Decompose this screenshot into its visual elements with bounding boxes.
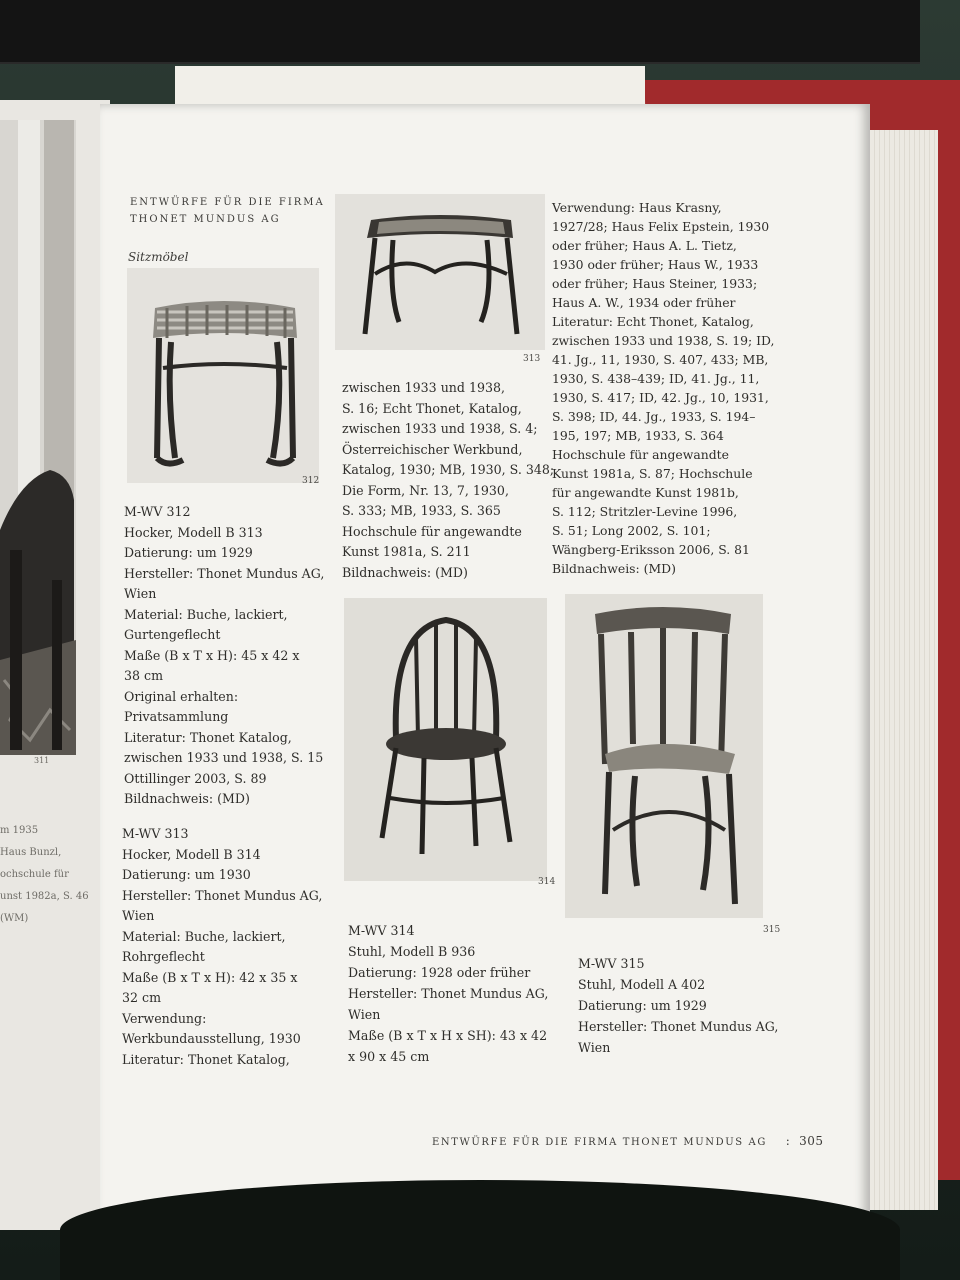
catalog-entry-313 [122,824,322,1070]
section-heading: Sitzmöbel [128,250,189,264]
entry-line: 1930 oder früher; Haus W., 1933 [552,257,759,272]
entry-line: Wien [578,1040,611,1055]
running-head: ENTWÜRFE FÜR DIE FIRMA THONET MUNDUS AG [432,1137,767,1148]
photo-314-chair [344,598,547,881]
photo-311-chair [0,120,76,755]
entry-line: Wien [124,586,157,601]
entry-line: M-WV 312 [124,504,191,519]
entry-line: Material: Buche, lackiert, [124,606,288,622]
plate-number-312: 312 [302,476,320,486]
catalog-entry-column-3 [552,198,774,578]
entry-line: Wien [348,1007,381,1022]
entry-line: Datierung: um 1930 [122,867,251,882]
entry-line: Gurtengeflecht [124,627,221,642]
entry-line: Stuhl, Modell A 402 [578,977,706,992]
entry-line: Material: Buche, lackiert, [122,928,286,944]
entry-line: Privatsammlung [124,709,229,724]
entry-line: Original erhalten: [124,688,239,704]
entry-line: oder früher; Haus A. L. Tietz, [552,238,737,253]
entry-line: Wien [122,908,155,923]
catalog-entry-313-continued [342,378,554,583]
book-bottom-shadow [60,1180,900,1280]
left-page-line: m 1935 [0,825,39,836]
entry-line: Ottillinger 2003, S. 89 [124,770,267,786]
entry-line: S. 51; Long 2002, S. 101; [552,523,711,538]
entry-line: Hersteller: Thonet Mundus AG, [124,565,325,581]
entry-line: M-WV 315 [578,956,645,971]
page-number: 305 [799,1134,824,1148]
entry-line: Katalog, 1930; MB, 1930, S. 348; [342,462,555,477]
kicker-line-1: ENTWÜRFE FÜR DIE FIRMA [130,197,325,208]
left-page-line: ochschule für [0,869,69,880]
entry-line: Datierung: um 1929 [578,998,707,1013]
keyboard [0,0,920,64]
entry-line: zwischen 1933 und 1938, [342,380,506,395]
footer-separator: : [785,1134,791,1148]
entry-line: 195, 197; MB, 1933, S. 364 [552,428,724,443]
entry-line: Hocker, Modell B 313 [124,524,263,540]
photo-312-stool [127,268,319,483]
entry-line: 1930, S. 417; ID, 42. Jg., 10, 1931, [552,390,769,405]
left-page-line: unst 1982a, S. 46 [0,891,89,902]
entry-line: Kunst 1981a, S. 211 [342,544,471,559]
plate-number-315: 315 [763,925,781,935]
entry-line: 1930, S. 438–439; ID, 41. Jg., 11, [552,371,760,386]
entry-line: S. 333; MB, 1933, S. 365 [342,503,501,518]
running-footer [432,1134,823,1148]
entry-line: Bildnachweis: (MD) [342,564,468,580]
kicker-line-2: THONET MUNDUS AG [130,214,281,225]
entry-line: Maße (B x T x H): 45 x 42 x [124,647,300,663]
entry-line: Hochschule für angewandte [552,447,729,462]
entry-line: x 90 x 45 cm [348,1049,430,1064]
entry-line: zwischen 1933 und 1938, S. 4; [342,421,538,436]
entry-line: Bildnachweis: (MD) [124,791,250,806]
entry-line: Literatur: Echt Thonet, Katalog, [552,314,754,329]
entry-line: Österreichischer Werkbund, [342,441,523,457]
entry-line: Die Form, Nr. 13, 7, 1930, [342,482,509,498]
entry-line: Literatur: Thonet Katalog, [124,729,292,745]
catalog-entry-315 [578,953,778,1058]
entry-line: Hochschule für angewandte [342,523,522,539]
left-page-line: (WM) [0,913,29,924]
section-kicker [130,194,325,228]
entry-line: Haus A. W., 1934 oder früher [552,295,736,310]
left-page-line: Haus Bunzl, [0,847,62,858]
photo-315-chair [565,594,763,918]
entry-line: Rohrgeflecht [122,949,205,964]
entry-line: S. 398; ID, 44. Jg., 1933, S. 194– [552,409,756,424]
entry-line: Verwendung: [122,1010,207,1026]
photo-313-stool [335,194,545,350]
entry-line: Wängberg-Eriksson 2006, S. 81 [552,542,750,557]
entry-line: M-WV 314 [348,923,415,938]
entry-line: S. 112; Stritzler-Levine 1996, [552,504,738,519]
catalog-entry-312 [124,502,324,810]
entry-line: 1927/28; Haus Felix Epstein, 1930 [552,219,770,234]
entry-line: Werkbundausstellung, 1930 [122,1031,301,1046]
entry-line: 38 cm [124,668,164,683]
entry-line: oder früher; Haus Steiner, 1933; [552,276,758,291]
catalog-entry-314 [348,920,548,1067]
entry-line: Bildnachweis: (MD) [552,561,676,576]
page-stack-edge [860,130,938,1210]
entry-line: Literatur: Thonet Katalog, [122,1051,290,1067]
entry-line: zwischen 1933 und 1938, S. 19; ID, [552,333,775,348]
entry-line: Hersteller: Thonet Mundus AG, [348,986,549,1001]
entry-line: Datierung: 1928 oder früher [348,965,531,980]
entry-line: Verwendung: Haus Krasny, [552,200,722,215]
left-page-text-fragment [0,820,90,930]
entry-line: 41. Jg., 11, 1930, S. 407, 433; MB, [552,352,769,367]
entry-line: Kunst 1981a, S. 87; Hochschule [552,466,753,481]
plate-number-314: 314 [538,877,556,887]
entry-line: Stuhl, Modell B 936 [348,944,476,959]
entry-line: 32 cm [122,990,162,1005]
entry-line: M-WV 313 [122,826,189,841]
entry-line: Datierung: um 1929 [124,545,253,560]
entry-line: Maße (B x T x H x SH): 43 x 42 [348,1028,548,1043]
entry-line: für angewandte Kunst 1981b, [552,485,739,500]
entry-line: Hersteller: Thonet Mundus AG, [122,887,323,903]
plate-number-311: 311 [34,756,50,765]
entry-line: zwischen 1933 und 1938, S. 15 [124,750,324,765]
entry-line: Maße (B x T x H): 42 x 35 x [122,969,298,985]
entry-line: Hocker, Modell B 314 [122,846,261,862]
plate-number-313: 313 [523,354,541,364]
entry-line: Hersteller: Thonet Mundus AG, [578,1019,779,1034]
entry-line: S. 16; Echt Thonet, Katalog, [342,400,522,416]
